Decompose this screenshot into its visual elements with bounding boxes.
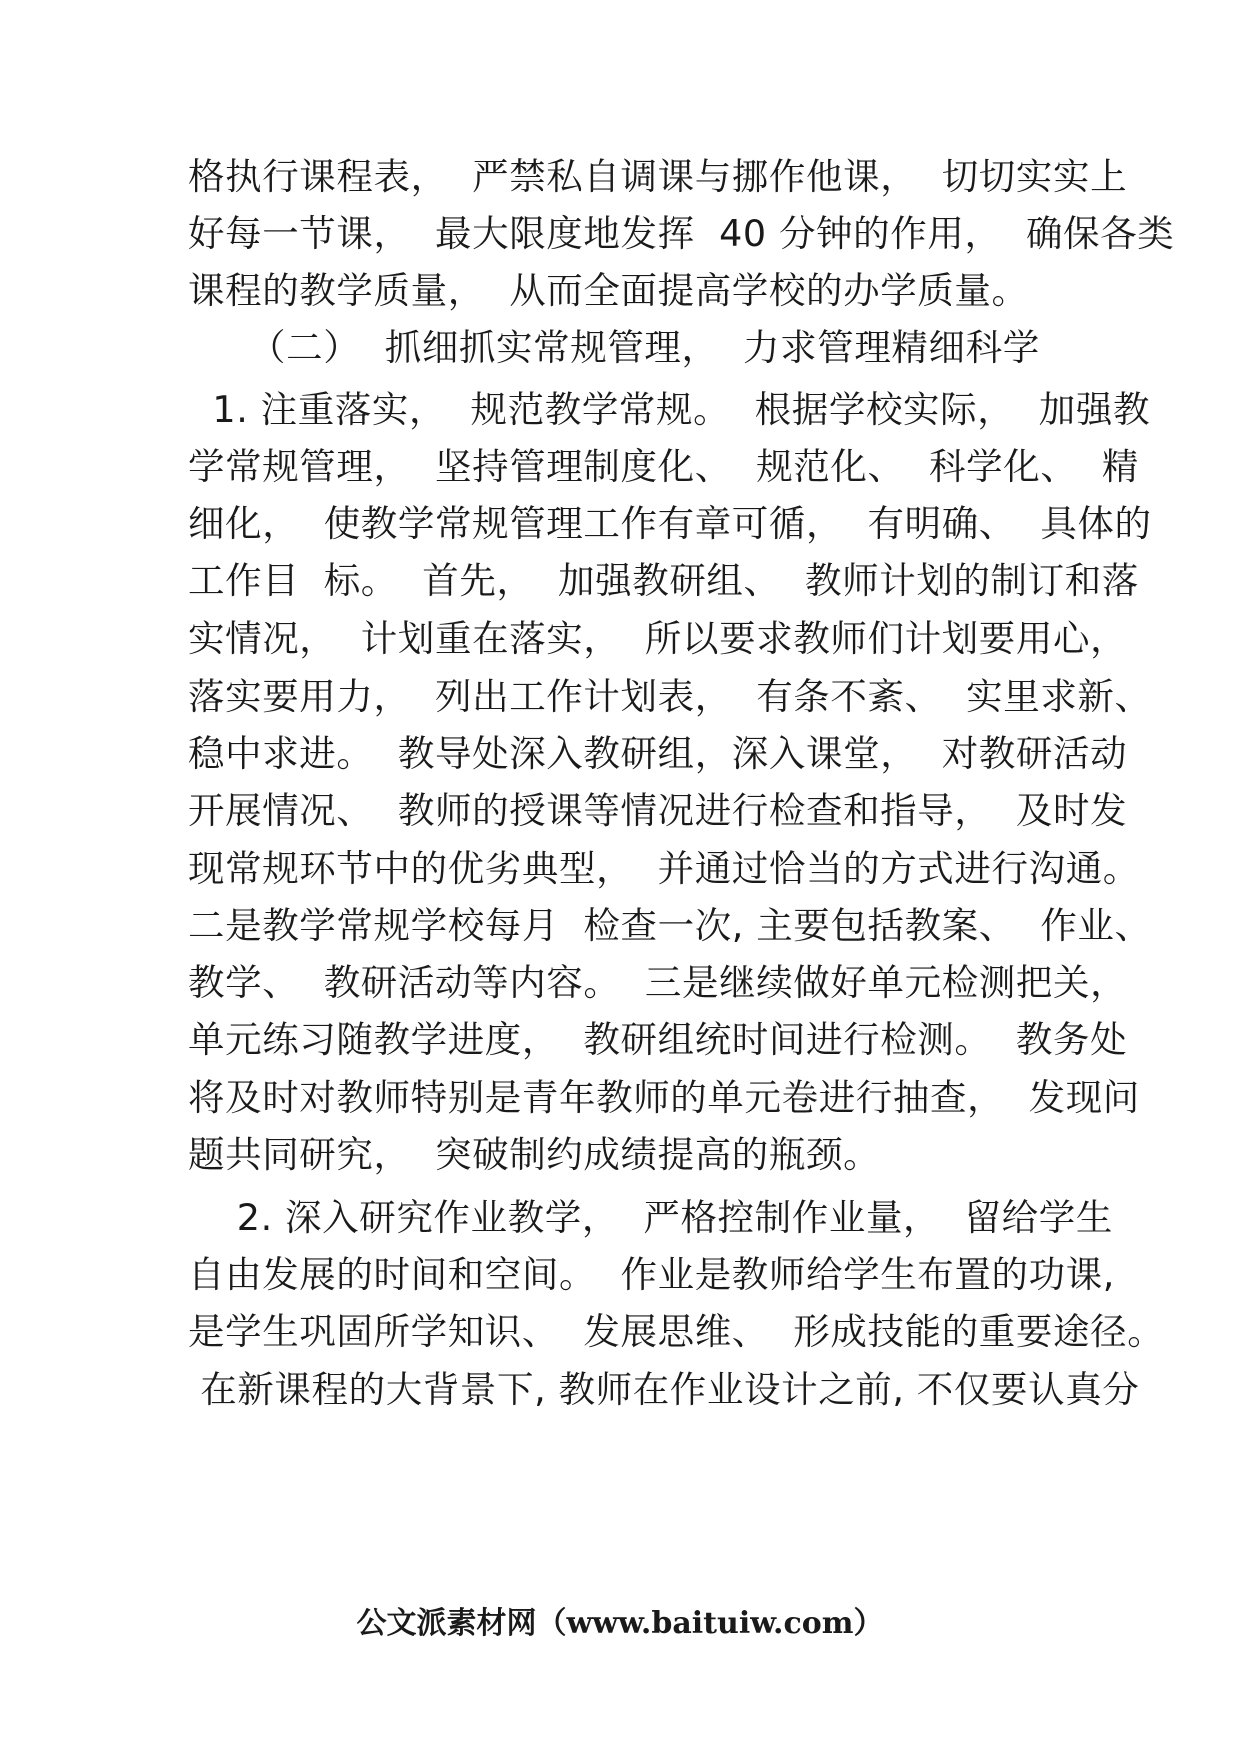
text-line-20: 自由发展的时间和空间。 作业是教师给学生布置的功课, <box>188 1253 1116 1296</box>
text-line-9: 实情况， 计划重在落实， 所以要求教师们计划要用心， <box>188 617 1128 660</box>
text-line-2: 好每一节课， 最大限度地发挥 40 分钟的作用， 确保各类 <box>188 212 1175 255</box>
text-line-18: 题共同研究， 突破制约成绩提高的瓶颈。 <box>188 1133 881 1176</box>
text-line-11: 稳中求进。 教导处深入教研组，深入课堂， 对教研活动 <box>188 732 1128 775</box>
section-heading: （二） 抓细抓实常规管理， 力求管理精细科学 <box>188 326 1040 369</box>
text-line-14: 二是教学常规学校每月 检查一次, 主要包括教案、 作业、 <box>188 904 1152 947</box>
text-line-13: 现常规环节中的优劣典型， 并通过恰当的方式进行沟通。 <box>188 847 1140 890</box>
text-line-15: 教学、 教研活动等内容。 三是继续做好单元检测把关， <box>188 961 1128 1004</box>
text-line-8: 工作目 标。 首先， 加强教研组、 教师计划的制订和落 <box>188 559 1139 602</box>
text-line-22: 在新课程的大背景下, 教师在作业设计之前, 不仅要认真分 <box>188 1368 1140 1411</box>
text-line-1: 格执行课程表， 严禁私自调课与挪作他课， 切切实实上 <box>188 155 1128 198</box>
text-line-6: 学常规管理， 坚持管理制度化、 规范化、 科学化、 精 <box>188 445 1139 488</box>
text-line-17: 将及时对教师特别是青年教师的单元卷进行抽查， 发现问 <box>188 1076 1140 1119</box>
text-line-7: 细化， 使教学常规管理工作有章可循， 有明确、 具体的 <box>188 502 1152 545</box>
text-line-12: 开展情况、 教师的授课等情况进行检查和指导， 及时发 <box>188 789 1128 832</box>
text-line-21: 是学生巩固所学知识、 发展思维、 形成技能的重要途径。 <box>188 1310 1165 1353</box>
text-line-10: 落实要用力， 列出工作计划表， 有条不紊、 实里求新、 <box>188 675 1152 718</box>
text-line-5: 1. 注重落实， 规范教学常规。 根据学校实际， 加强教 <box>188 388 1151 431</box>
text-line-16: 单元练习随教学进度， 教研组统时间进行检测。 教务处 <box>188 1018 1128 1061</box>
text-line-19: 2. 深入研究作业教学， 严格控制作业量， 留给学生 <box>188 1196 1113 1239</box>
text-line-3: 课程的教学质量， 从而全面提高学校的办学质量。 <box>188 269 1029 312</box>
footer-watermark: 公文派素材网（www.baituiw.com） <box>356 1606 884 1641</box>
